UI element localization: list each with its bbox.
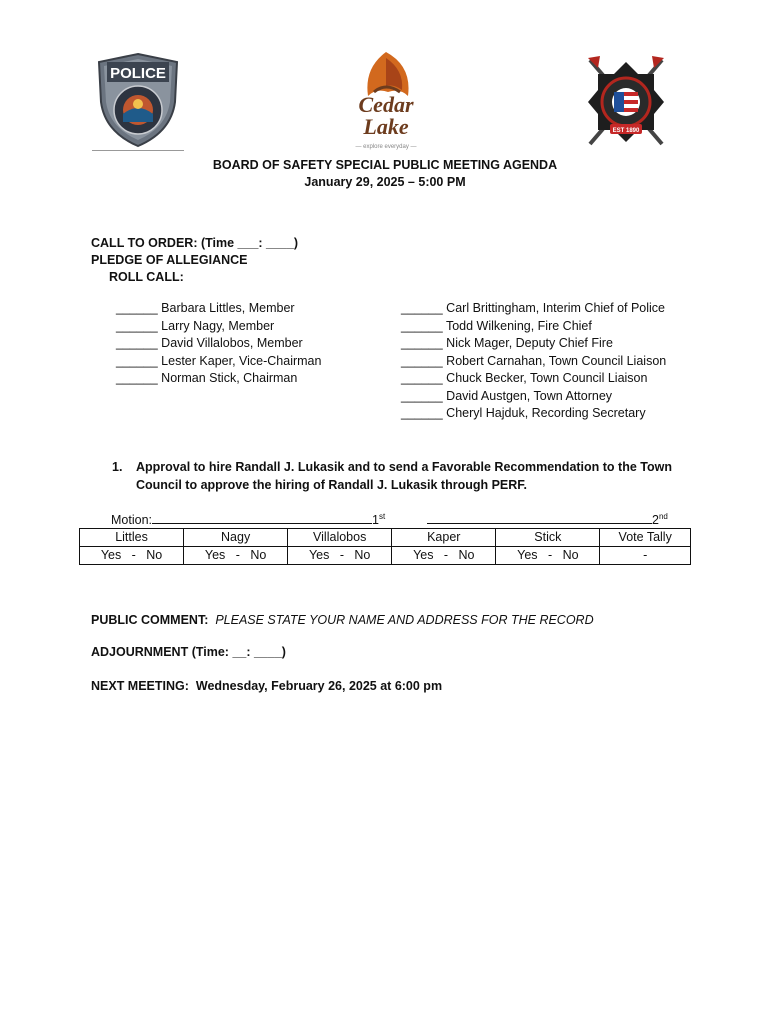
motion-label: Motion: xyxy=(111,513,152,528)
motion-second-blank xyxy=(427,512,652,524)
roll-call-entry: ______ Norman Stick, Chairman xyxy=(116,371,298,385)
call-to-order: CALL TO ORDER: (Time ___: ____) xyxy=(91,236,299,250)
vote-dash: - xyxy=(339,548,344,562)
vote-dash: - xyxy=(131,548,136,562)
vote-cell xyxy=(80,547,184,565)
vote-dash: - xyxy=(235,548,240,562)
police-logo xyxy=(95,52,181,148)
roll-call-entry: ______ Cheryl Hajduk, Recording Secretary xyxy=(401,406,646,420)
vote-header: Villalobos xyxy=(288,529,392,547)
fire-department-logo xyxy=(584,54,668,150)
next-meeting-text: Wednesday, February 26, 2025 at 6:00 pm xyxy=(195,679,443,693)
agenda-item-number: 1. xyxy=(112,460,123,474)
roll-call-right xyxy=(401,300,666,423)
roll-call-entry: ______ Barbara Littles, Member xyxy=(116,301,295,315)
vote-cell xyxy=(184,547,288,565)
vote-tally-cell: - xyxy=(600,547,691,565)
roll-call-entry: ______ Chuck Becker, Town Council Liaison xyxy=(401,371,648,385)
vote-table xyxy=(79,528,691,565)
vote-cell xyxy=(392,547,496,565)
motion-second-label: 2 xyxy=(652,513,659,528)
cedar-logo-line1: Cedar xyxy=(358,92,414,117)
roll-call-left xyxy=(116,300,321,388)
motion-first-sup: st xyxy=(378,512,386,521)
motion-second xyxy=(427,512,668,527)
vote-cell xyxy=(496,547,600,565)
roll-call-heading: ROLL CALL: xyxy=(109,270,184,284)
roll-call-entry: ______ Carl Brittingham, Interim Chief of Police xyxy=(401,301,666,315)
vote-yes: Yes xyxy=(413,548,434,562)
vote-yes: Yes xyxy=(204,548,226,562)
adjournment: ADJOURNMENT (Time: __: ____) xyxy=(91,645,286,659)
vote-no: No xyxy=(562,548,579,562)
agenda-date: January 29, 2025 – 5:00 PM xyxy=(304,175,466,189)
police-logo-title: POLICE xyxy=(110,65,166,82)
roll-call-entry: ______ Todd Wilkening, Fire Chief xyxy=(401,318,592,333)
public-comment-label: PUBLIC COMMENT: xyxy=(91,613,209,627)
cedar-logo-line2: Lake xyxy=(363,114,409,139)
motion-first-blank xyxy=(152,512,372,524)
vote-table-header-row xyxy=(80,529,691,547)
vote-no: No xyxy=(354,548,371,562)
vote-no: No xyxy=(146,548,163,562)
motion-line xyxy=(111,512,385,527)
next-meeting xyxy=(91,679,442,693)
vote-dash: - xyxy=(443,548,449,562)
vote-dash: - xyxy=(547,548,553,562)
agenda-title: BOARD OF SAFETY SPECIAL PUBLIC MEETING AGENDA xyxy=(212,158,558,172)
public-comment-text: PLEASE STATE YOUR NAME AND ADDRESS FOR THE RECORD xyxy=(215,613,594,627)
vote-no: No xyxy=(250,548,267,562)
police-logo-rule xyxy=(92,150,184,151)
roll-call-entry: ______ Nick Mager, Deputy Chief Fire xyxy=(401,336,613,350)
vote-no: No xyxy=(458,548,475,562)
agenda-item-text-line1: Approval to hire Randall J. Lukasik and to send a Favorable Recommendation to the Town xyxy=(136,460,672,474)
motion-first-label: 1 xyxy=(372,513,379,528)
public-comment xyxy=(91,613,594,627)
vote-yes: Yes xyxy=(308,548,330,562)
pledge-of-allegiance: PLEDGE OF ALLEGIANCE xyxy=(91,253,248,267)
cedar-lake-logo xyxy=(338,48,434,154)
vote-header: Nagy xyxy=(184,529,288,547)
vote-cell xyxy=(288,547,392,565)
roll-call-entry: ______ David Villalobos, Member xyxy=(116,336,303,350)
vote-header: Stick xyxy=(496,529,600,547)
motion-second-sup: nd xyxy=(658,512,668,521)
vote-header: Vote Tally xyxy=(600,529,691,547)
agenda-item-text-line2: Council to approve the hiring of Randall J. Lukasik through PERF. xyxy=(136,478,528,492)
vote-yes: Yes xyxy=(100,548,122,562)
next-meeting-label: NEXT MEETING: xyxy=(91,679,189,693)
cedar-logo-tagline: — explore everyday — xyxy=(355,144,417,150)
vote-yes: Yes xyxy=(517,548,538,562)
vote-table-row xyxy=(80,547,691,565)
vote-header: Littles xyxy=(80,529,184,547)
roll-call-entry: ______ Larry Nagy, Member xyxy=(116,318,275,333)
roll-call-entry: ______ David Austgen, Town Attorney xyxy=(401,388,613,403)
roll-call-entry: ______ Robert Carnahan, Town Council Liaison xyxy=(401,353,667,368)
vote-header: Kaper xyxy=(392,529,496,547)
fire-logo-banner: EST 1890 xyxy=(612,128,640,134)
roll-call-entry: ______ Lester Kaper, Vice-Chairman xyxy=(116,353,322,368)
